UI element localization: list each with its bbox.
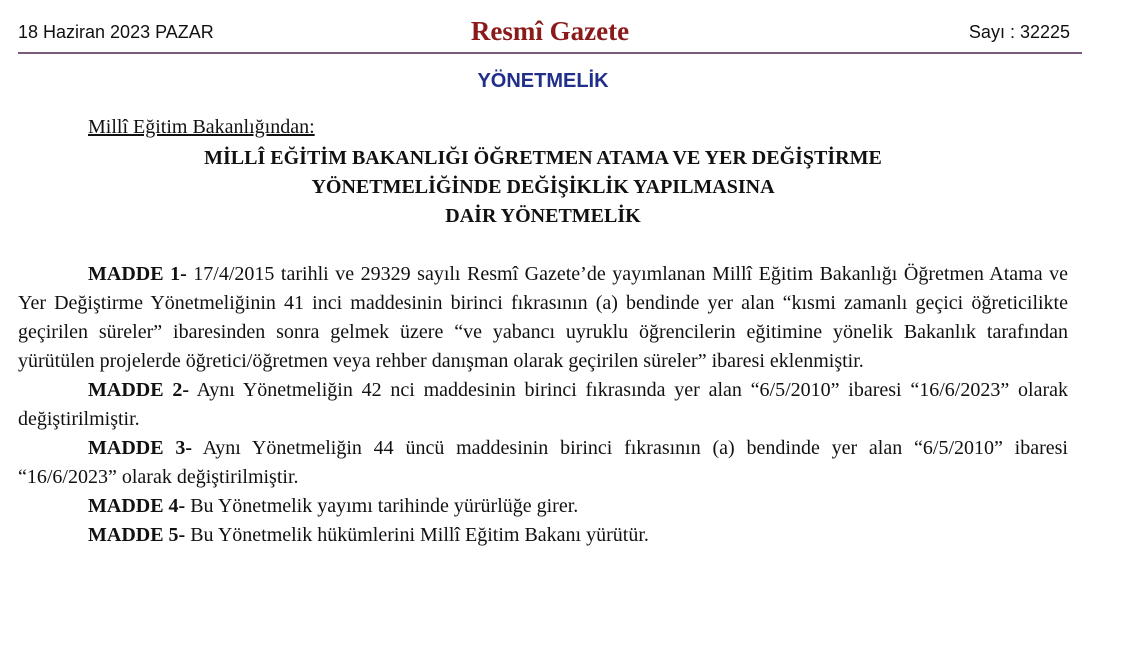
article-4 xyxy=(18,492,1068,521)
gazette-header xyxy=(18,14,1082,52)
issue-number: Sayı : 32225 xyxy=(968,22,1070,42)
article-2 xyxy=(18,376,1068,434)
header-divider xyxy=(18,52,1082,54)
issue-date: 18 Haziran 2023 PAZAR xyxy=(18,22,214,42)
article-text: Bu Yönetmelik hükümlerini Millî Eğitim Bakanı yürütür. xyxy=(190,524,649,546)
article-text: Aynı Yönetmeliğin 42 nci maddesinin birinci fıkrasında yer alan “6/5/2010” ibaresi “16/6/2023” olarak değiştirilmiştir. xyxy=(18,379,1068,430)
article-1 xyxy=(18,260,1068,376)
article-text: Aynı Yönetmeliğin 44 üncü maddesinin birinci fıkrasının (a) bendinde yer alan “6/5/2010” ibaresi “16/6/2023” olarak değiştirilmiştir. xyxy=(18,437,1068,488)
article-label: MADDE 4- xyxy=(88,495,186,517)
regulation-title-line: YÖNETMELİĞİNDE DEĞİŞİKLİK YAPILMASINA xyxy=(311,176,775,198)
issuing-ministry: Millî Eğitim Bakanlığından: xyxy=(88,116,315,138)
regulation-title-line: MİLLÎ EĞİTİM BAKANLIĞI ÖĞRETMEN ATAMA VE YER DEĞİŞTİRME xyxy=(204,147,882,169)
regulation-title-line: DAİR YÖNETMELİK xyxy=(445,205,641,227)
section-heading: YÖNETMELİK xyxy=(477,70,609,92)
article-3 xyxy=(18,434,1068,492)
article-text: 17/4/2015 tarihli ve 29329 sayılı Resmî Gazete’de yayımlanan Millî Eğitim Bakanlığı Öğretmen Atama ve Yer Değiştirme Yönetmeliğinin 41 inci maddesinin birinci fıkrasının (a) bendinde yer alan “kısmi zamanlı geçici öğreticilikte geçirilen süreler” ibaresinden sonra gelmek üzere “ve yabancı uyruklu öğrencilerin eğitimine yönelik Bakanlık tarafından yürütülen projelerde öğretici/öğretmen veya rehber danışman olarak geçirilen süreler” ibaresi eklenmiştir. xyxy=(18,263,1068,372)
gazette-title: Resmî Gazete xyxy=(470,16,630,46)
article-label: MADDE 2- xyxy=(88,379,189,401)
article-label: MADDE 3- xyxy=(88,437,192,459)
regulation-title xyxy=(18,144,1068,231)
article-text: Bu Yönetmelik yayımı tarihinde yürürlüğe girer. xyxy=(190,495,579,517)
article-label: MADDE 1- xyxy=(88,263,187,285)
regulation-body xyxy=(18,260,1068,550)
article-5 xyxy=(18,521,1068,550)
article-label: MADDE 5- xyxy=(88,524,186,546)
